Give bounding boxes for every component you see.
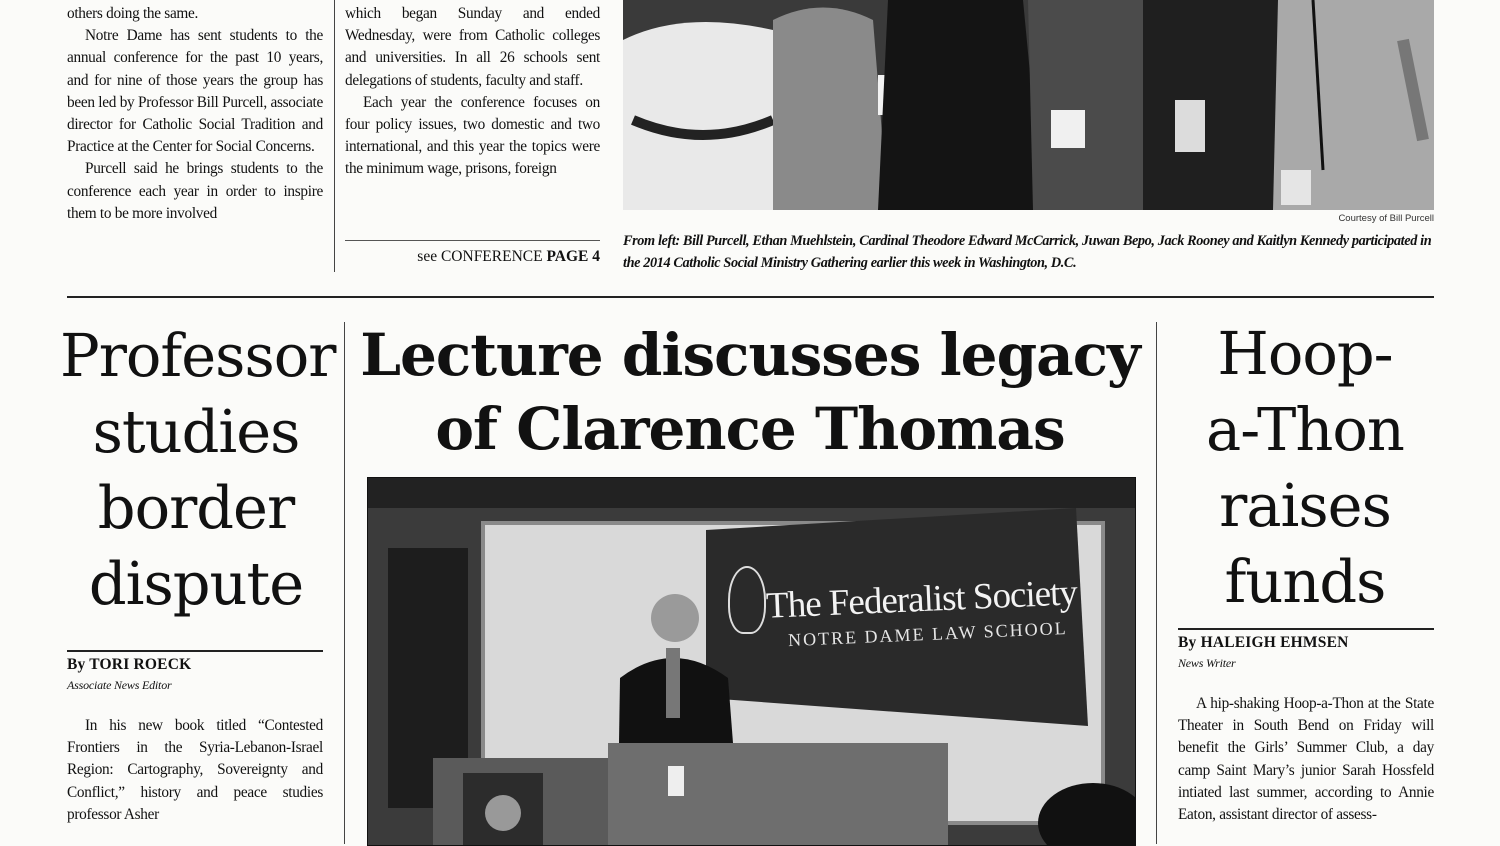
byline-rule — [67, 650, 323, 652]
byline-rule — [1178, 628, 1434, 630]
left-headline — [60, 318, 336, 622]
byline-by: By — [67, 656, 86, 673]
center-headline — [355, 318, 1145, 466]
banner-title: The Federalist Society — [765, 572, 1078, 627]
top-photo — [623, 0, 1434, 210]
headline-line: border — [97, 473, 295, 542]
jump-see: see CONFERENCE — [417, 248, 543, 265]
headline-line: Lecture discusses legacy — [360, 321, 1140, 389]
headline-line: raises — [1219, 471, 1391, 540]
paragraph: Purcell said he brings students to the conference each year in order to inspire them to be more involved — [67, 160, 323, 222]
headline-line: a-Thon — [1206, 395, 1404, 464]
byline — [67, 656, 191, 674]
left-story-body — [67, 715, 323, 826]
headline-line: dispute — [88, 549, 304, 618]
section-rule — [67, 296, 1434, 298]
jump-line[interactable] — [345, 248, 600, 266]
author-role: Associate News Editor — [67, 678, 172, 692]
right-headline — [1170, 316, 1440, 620]
photo-caption: From left: Bill Purcell, Ethan Muehlstein, Cardinal Theodore Edward McCarrick, Juwan Bepo, Jack Rooney and Kaitlyn Kennedy participated in the 2014 Catholic Social Ministry Gathering earlier this week in Washington, D.C. — [623, 233, 1432, 271]
headline-line: funds — [1224, 547, 1386, 616]
paragraph: others doing the same. — [67, 5, 199, 22]
paragraph: A hip-shaking Hoop-a-Thon at the State Theater in South Bend on Friday will benefit the Girls’ Summer Club, a day camp Saint Mary’s junior Sarah Hossfeld intiated last summer, according to Annie Eaton, assistant director of assess- — [1178, 695, 1434, 824]
headline-line: Hoop- — [1217, 319, 1393, 388]
top-column-1 — [67, 3, 323, 225]
lecture-illustration — [368, 478, 1135, 845]
silhouette-logo — [728, 566, 766, 634]
column-divider — [1156, 322, 1157, 844]
column-divider — [344, 322, 345, 844]
column-divider — [334, 0, 335, 272]
jump-rule — [345, 240, 600, 241]
group-photo-illustration — [623, 0, 1434, 210]
jump-page: PAGE 4 — [546, 248, 600, 265]
byline-author: HALEIGH EHMSEN — [1200, 634, 1349, 651]
byline — [1178, 634, 1349, 652]
lecture-photo — [367, 477, 1136, 846]
byline-by: By — [1178, 634, 1197, 651]
banner-subtitle: NOTRE DAME LAW SCHOOL — [787, 617, 1068, 651]
right-story-body — [1178, 693, 1434, 826]
paragraph: which began Sunday and ended Wednesday, were from Catholic colleges and universities. In all 26 schools sent delegations of students, faculty and staff. — [345, 5, 600, 89]
top-column-2 — [345, 3, 600, 181]
paragraph: In his new book titled “Contested Frontiers in the Syria-Lebanon-Israel Region: Cartography, Sovereignty and Conflict,” history and peace studies professor Asher — [67, 717, 323, 823]
byline-author: TORI ROECK — [89, 656, 192, 673]
author-role: News Writer — [1178, 656, 1236, 670]
paragraph: Each year the conference focuses on four policy issues, two domestic and two international, and this year the topics were the minimum wage, prisons, foreign — [345, 93, 600, 178]
headline-line: Professor — [60, 321, 336, 390]
paragraph: Notre Dame has sent students to the annual conference for the past 10 years, and for nine of those years the group has been led by Professor Bill Purcell, associate director for Catholic Social Tradition and Practice at the Center for Social Concerns. — [67, 27, 323, 156]
headline-line: studies — [92, 397, 300, 466]
photo-credit: Courtesy of Bill Purcell — [1338, 213, 1434, 224]
headline-line: of Clarence Thomas — [435, 395, 1065, 463]
